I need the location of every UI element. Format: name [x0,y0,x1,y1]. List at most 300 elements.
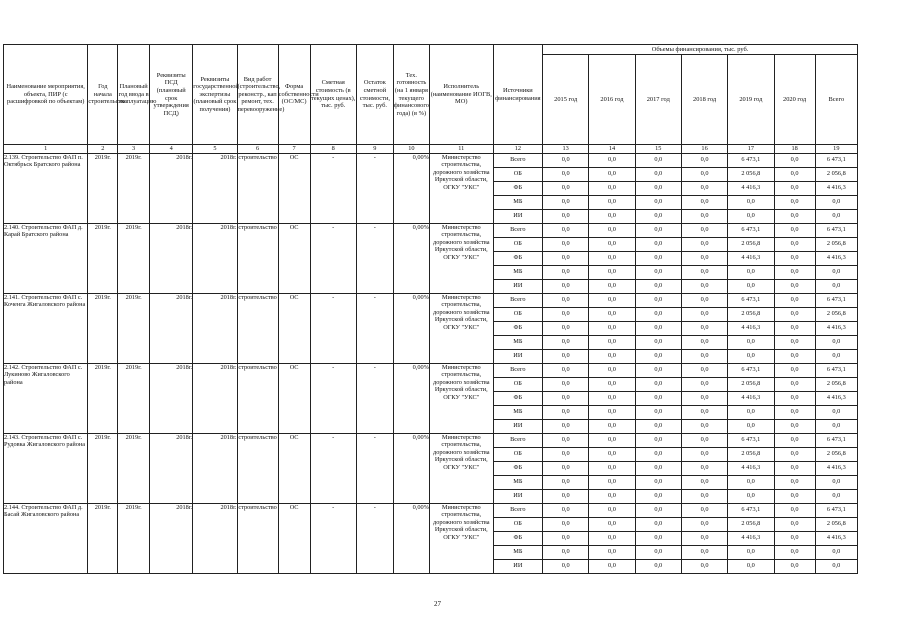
funding-value: 0,0 [815,335,857,349]
funding-value: 0,0 [589,503,635,517]
funding-value: 4 416,3 [815,391,857,405]
funding-value: 0,0 [589,307,635,321]
expertise-date: 2018г. [193,153,237,223]
header-total: Всего [815,55,857,145]
funding-value: 0,0 [635,279,681,293]
header-estimated-cost: Сметная стоимость (в текущих ценах), тыс. руб. [310,45,356,145]
expertise-date: 2018г. [193,433,237,503]
funding-value: 0,0 [815,209,857,223]
funding-value: 0,0 [589,391,635,405]
funding-value: 0,0 [774,405,815,419]
funding-value: 0,0 [681,377,727,391]
funding-value: 0,0 [543,363,589,377]
funding-value: 0,0 [728,209,774,223]
column-number: 8 [310,145,356,154]
column-number: 17 [728,145,774,154]
table-row [4,363,858,377]
funding-value: 0,0 [589,181,635,195]
funding-value: 0,0 [589,153,635,167]
funding-value: 0,0 [681,349,727,363]
funding-value: 0,0 [589,237,635,251]
funding-value: 0,0 [774,181,815,195]
funding-value: 0,0 [815,265,857,279]
funding-value: 0,0 [681,251,727,265]
funding-value: 0,0 [728,195,774,209]
psd-date: 2018г. [150,293,193,363]
funding-value: 0,0 [681,153,727,167]
funding-value: 0,0 [543,293,589,307]
funding-value: 0,0 [635,545,681,559]
funding-value: 0,0 [681,433,727,447]
column-number: 12 [493,145,542,154]
readiness: 0,00% [393,363,429,433]
funding-source: МБ [493,335,542,349]
remaining-cost: - [356,433,393,503]
funding-value: 0,0 [774,559,815,573]
funding-value: 0,0 [543,461,589,475]
start-year: 2019г. [88,433,118,503]
funding-value: 0,0 [681,237,727,251]
expertise-date: 2018г. [193,293,237,363]
funding-value: 6 473,1 [728,503,774,517]
funding-value: 6 473,1 [815,223,857,237]
column-number: 6 [237,145,278,154]
funding-value: 0,0 [681,531,727,545]
expertise-date: 2018г. [193,363,237,433]
funding-value: 2 056,8 [728,377,774,391]
funding-source: ФБ [493,321,542,335]
funding-value: 0,0 [543,237,589,251]
executor: Министерство строительства, дорожного хозяйства Иркутской области, ОГКУ "УКС" [429,363,493,433]
funding-value: 0,0 [543,503,589,517]
funding-value: 0,0 [728,419,774,433]
funding-value: 0,0 [635,195,681,209]
funding-value: 2 056,8 [728,307,774,321]
work-type: строительство [237,503,278,573]
funding-value: 0,0 [589,293,635,307]
commission-year: 2019г. [118,363,150,433]
funding-value: 0,0 [635,223,681,237]
object-name: 2.139. Строительство ФАП п. Октябрьск Братского района [4,153,88,223]
funding-value: 0,0 [635,433,681,447]
funding-value: 0,0 [635,167,681,181]
funding-source: МБ [493,475,542,489]
funding-value: 0,0 [774,349,815,363]
funding-value: 0,0 [635,391,681,405]
ownership: ОС [278,153,310,223]
funding-source: ИИ [493,349,542,363]
funding-value: 0,0 [681,265,727,279]
funding-value: 0,0 [635,559,681,573]
estimated-cost: - [310,503,356,573]
funding-value: 0,0 [635,503,681,517]
funding-source: ИИ [493,279,542,293]
funding-source: Всего [493,223,542,237]
column-number: 13 [543,145,589,154]
column-number: 7 [278,145,310,154]
object-name: 2.143. Строительство ФАП с. Рудовка Жигаловского района [4,433,88,503]
funding-value: 0,0 [681,391,727,405]
funding-value: 6 473,1 [815,153,857,167]
funding-value: 4 416,3 [815,461,857,475]
funding-value: 0,0 [589,195,635,209]
header-commission-year: Плановый год ввода в эксплуатацию [118,45,150,145]
start-year: 2019г. [88,153,118,223]
funding-source: ФБ [493,181,542,195]
funding-value: 0,0 [589,461,635,475]
funding-value: 0,0 [589,167,635,181]
column-number-row [4,145,858,154]
funding-value: 0,0 [681,419,727,433]
funding-value: 0,0 [774,517,815,531]
funding-source: ФБ [493,531,542,545]
funding-value: 0,0 [589,377,635,391]
funding-value: 0,0 [543,181,589,195]
funding-value: 0,0 [681,517,727,531]
start-year: 2019г. [88,363,118,433]
funding-value: 0,0 [681,405,727,419]
funding-value: 0,0 [774,503,815,517]
funding-value: 0,0 [543,559,589,573]
column-number: 18 [774,145,815,154]
funding-value: 0,0 [589,545,635,559]
funding-value: 0,0 [635,181,681,195]
funding-value: 0,0 [681,475,727,489]
remaining-cost: - [356,363,393,433]
funding-value: 0,0 [635,321,681,335]
funding-value: 0,0 [681,209,727,223]
funding-value: 0,0 [589,559,635,573]
work-type: строительство [237,433,278,503]
funding-value: 0,0 [543,195,589,209]
funding-value: 0,0 [681,503,727,517]
funding-value: 0,0 [543,405,589,419]
estimated-cost: - [310,433,356,503]
funding-source: ОБ [493,377,542,391]
funding-value: 0,0 [774,433,815,447]
psd-date: 2018г. [150,433,193,503]
column-number: 19 [815,145,857,154]
funding-value: 0,0 [543,167,589,181]
funding-value: 0,0 [543,475,589,489]
start-year: 2019г. [88,293,118,363]
funding-value: 0,0 [589,335,635,349]
funding-value: 0,0 [774,461,815,475]
funding-value: 0,0 [681,321,727,335]
funding-value: 0,0 [815,475,857,489]
funding-source: ОБ [493,447,542,461]
funding-value: 6 473,1 [728,293,774,307]
funding-value: 0,0 [543,489,589,503]
funding-value: 0,0 [589,517,635,531]
funding-value: 4 416,3 [728,321,774,335]
funding-source: ФБ [493,391,542,405]
ownership: ОС [278,433,310,503]
funding-source: Всего [493,153,542,167]
funding-value: 6 473,1 [815,433,857,447]
funding-value: 0,0 [681,195,727,209]
funding-value: 0,0 [728,559,774,573]
funding-value: 0,0 [635,265,681,279]
funding-value: 0,0 [681,223,727,237]
financing-table [3,44,858,574]
funding-value: 4 416,3 [728,181,774,195]
ownership: ОС [278,503,310,573]
funding-source: МБ [493,195,542,209]
funding-value: 0,0 [774,545,815,559]
table-row [4,153,858,167]
readiness: 0,00% [393,503,429,573]
funding-value: 0,0 [774,335,815,349]
funding-value: 0,0 [681,279,727,293]
funding-value: 0,0 [635,237,681,251]
table-row [4,293,858,307]
funding-value: 0,0 [728,475,774,489]
remaining-cost: - [356,293,393,363]
funding-value: 0,0 [815,279,857,293]
funding-value: 0,0 [635,489,681,503]
executor: Министерство строительства, дорожного хозяйства Иркутской области, ОГКУ "УКС" [429,153,493,223]
readiness: 0,00% [393,433,429,503]
funding-source: Всего [493,433,542,447]
header-remaining-cost: Остаток сметной стоимости, тыс. руб. [356,45,393,145]
executor: Министерство строительства, дорожного хозяйства Иркутской области, ОГКУ "УКС" [429,293,493,363]
work-type: строительство [237,293,278,363]
funding-value: 4 416,3 [728,461,774,475]
readiness: 0,00% [393,293,429,363]
column-number: 2 [88,145,118,154]
funding-value: 0,0 [635,475,681,489]
funding-value: 0,0 [635,153,681,167]
funding-value: 0,0 [589,363,635,377]
object-name: 2.141. Строительство ФАП с. Коченга Жигаловского района [4,293,88,363]
funding-value: 0,0 [815,349,857,363]
commission-year: 2019г. [118,223,150,293]
funding-value: 0,0 [543,209,589,223]
funding-source: МБ [493,545,542,559]
funding-value: 0,0 [543,279,589,293]
funding-value: 0,0 [681,461,727,475]
psd-date: 2018г. [150,363,193,433]
funding-value: 0,0 [589,419,635,433]
funding-value: 2 056,8 [815,167,857,181]
header-executor: Исполнитель (наименование ИОГВ, МО) [429,45,493,145]
header-year-2015: 2015 год [543,55,589,145]
funding-value: 0,0 [589,279,635,293]
funding-value: 0,0 [635,363,681,377]
funding-value: 6 473,1 [815,363,857,377]
column-number: 15 [635,145,681,154]
funding-value: 0,0 [774,321,815,335]
funding-value: 0,0 [774,475,815,489]
estimated-cost: - [310,363,356,433]
funding-value: 0,0 [635,531,681,545]
estimated-cost: - [310,223,356,293]
funding-value: 0,0 [543,447,589,461]
funding-value: 6 473,1 [815,293,857,307]
funding-value: 4 416,3 [815,531,857,545]
funding-source: МБ [493,265,542,279]
column-number: 3 [118,145,150,154]
funding-value: 0,0 [774,377,815,391]
header-year-2016: 2016 год [589,55,635,145]
funding-value: 0,0 [681,167,727,181]
page-number: 27 [434,600,441,608]
funding-value: 0,0 [728,349,774,363]
funding-value: 0,0 [774,223,815,237]
header-name: Наименование мероприятия, объекта, ПИР (с расшифровкой по объектам) [4,45,88,145]
funding-value: 0,0 [543,321,589,335]
funding-value: 2 056,8 [815,307,857,321]
funding-value: 4 416,3 [815,321,857,335]
header-year-2019: 2019 год [728,55,774,145]
funding-value: 0,0 [681,335,727,349]
funding-value: 4 416,3 [815,181,857,195]
funding-value: 0,0 [543,531,589,545]
funding-value: 0,0 [589,251,635,265]
funding-value: 0,0 [543,307,589,321]
expertise-date: 2018г. [193,223,237,293]
funding-value: 0,0 [774,447,815,461]
funding-value: 2 056,8 [728,447,774,461]
funding-value: 0,0 [635,335,681,349]
commission-year: 2019г. [118,293,150,363]
estimated-cost: - [310,153,356,223]
funding-value: 0,0 [543,335,589,349]
funding-value: 0,0 [815,559,857,573]
funding-value: 0,0 [635,307,681,321]
funding-value: 0,0 [774,265,815,279]
funding-value: 0,0 [681,181,727,195]
column-number: 11 [429,145,493,154]
funding-value: 4 416,3 [728,531,774,545]
funding-value: 0,0 [635,461,681,475]
funding-value: 0,0 [774,153,815,167]
funding-value: 2 056,8 [728,237,774,251]
funding-value: 0,0 [774,293,815,307]
funding-value: 0,0 [543,349,589,363]
remaining-cost: - [356,503,393,573]
funding-value: 0,0 [543,545,589,559]
funding-value: 6 473,1 [728,153,774,167]
funding-value: 0,0 [774,363,815,377]
funding-value: 2 056,8 [728,167,774,181]
column-number: 4 [150,145,193,154]
funding-value: 0,0 [815,195,857,209]
funding-value: 2 056,8 [728,517,774,531]
funding-source: ИИ [493,489,542,503]
funding-source: ФБ [493,251,542,265]
funding-value: 0,0 [589,349,635,363]
ownership: ОС [278,293,310,363]
funding-value: 0,0 [815,419,857,433]
funding-source: ОБ [493,167,542,181]
executor: Министерство строительства, дорожного хозяйства Иркутской области, ОГКУ "УКС" [429,433,493,503]
funding-value: 0,0 [774,279,815,293]
funding-value: 0,0 [635,405,681,419]
funding-value: 0,0 [543,419,589,433]
column-number: 16 [681,145,727,154]
funding-value: 2 056,8 [815,517,857,531]
funding-value: 0,0 [589,209,635,223]
start-year: 2019г. [88,223,118,293]
commission-year: 2019г. [118,153,150,223]
funding-source: Всего [493,363,542,377]
column-number: 14 [589,145,635,154]
funding-value: 6 473,1 [728,433,774,447]
funding-value: 0,0 [815,545,857,559]
header-psd: Реквизиты ПСД (плановый срок утверждения ПСД) [150,45,193,145]
funding-value: 0,0 [728,279,774,293]
funding-source: Всего [493,293,542,307]
funding-value: 0,0 [681,447,727,461]
table-row [4,433,858,447]
funding-value: 0,0 [774,195,815,209]
funding-value: 0,0 [543,251,589,265]
funding-value: 0,0 [589,531,635,545]
funding-value: 0,0 [635,209,681,223]
funding-value: 0,0 [543,391,589,405]
funding-value: 0,0 [774,419,815,433]
funding-source: Всего [493,503,542,517]
funding-value: 0,0 [728,405,774,419]
funding-value: 0,0 [589,433,635,447]
funding-value: 0,0 [774,209,815,223]
funding-value: 6 473,1 [728,363,774,377]
funding-value: 0,0 [635,377,681,391]
remaining-cost: - [356,223,393,293]
funding-source: ИИ [493,419,542,433]
funding-value: 0,0 [635,251,681,265]
funding-value: 0,0 [681,307,727,321]
table-row [4,503,858,517]
table-row [4,223,858,237]
object-name: 2.144. Строительство ФАП д. Басай Жигаловского района [4,503,88,573]
funding-source: ОБ [493,517,542,531]
header-start-year: Год начала строительства [88,45,118,145]
funding-value: 0,0 [635,349,681,363]
header-year-2017: 2017 год [635,55,681,145]
funding-value: 0,0 [543,377,589,391]
funding-value: 0,0 [589,223,635,237]
header-work-type: Вид работ (строительство, реконстр., кап ремонт, тех. перевооружение) [237,45,278,145]
header-funding-volumes: Объемы финансирования, тыс. руб. [543,45,858,55]
executor: Министерство строительства, дорожного хозяйства Иркутской области, ОГКУ "УКС" [429,503,493,573]
column-number: 10 [393,145,429,154]
funding-value: 0,0 [815,489,857,503]
funding-value: 0,0 [543,265,589,279]
funding-value: 4 416,3 [728,251,774,265]
funding-value: 0,0 [774,167,815,181]
funding-value: 0,0 [774,391,815,405]
funding-value: 0,0 [589,405,635,419]
funding-source: ОБ [493,237,542,251]
funding-value: 0,0 [589,489,635,503]
funding-value: 0,0 [635,517,681,531]
funding-value: 0,0 [681,545,727,559]
header-year-2020: 2020 год [774,55,815,145]
funding-value: 4 416,3 [728,391,774,405]
funding-value: 0,0 [589,475,635,489]
funding-value: 0,0 [774,489,815,503]
funding-value: 0,0 [543,433,589,447]
start-year: 2019г. [88,503,118,573]
remaining-cost: - [356,153,393,223]
funding-value: 0,0 [635,447,681,461]
psd-date: 2018г. [150,153,193,223]
work-type: строительство [237,363,278,433]
funding-source: ИИ [493,209,542,223]
